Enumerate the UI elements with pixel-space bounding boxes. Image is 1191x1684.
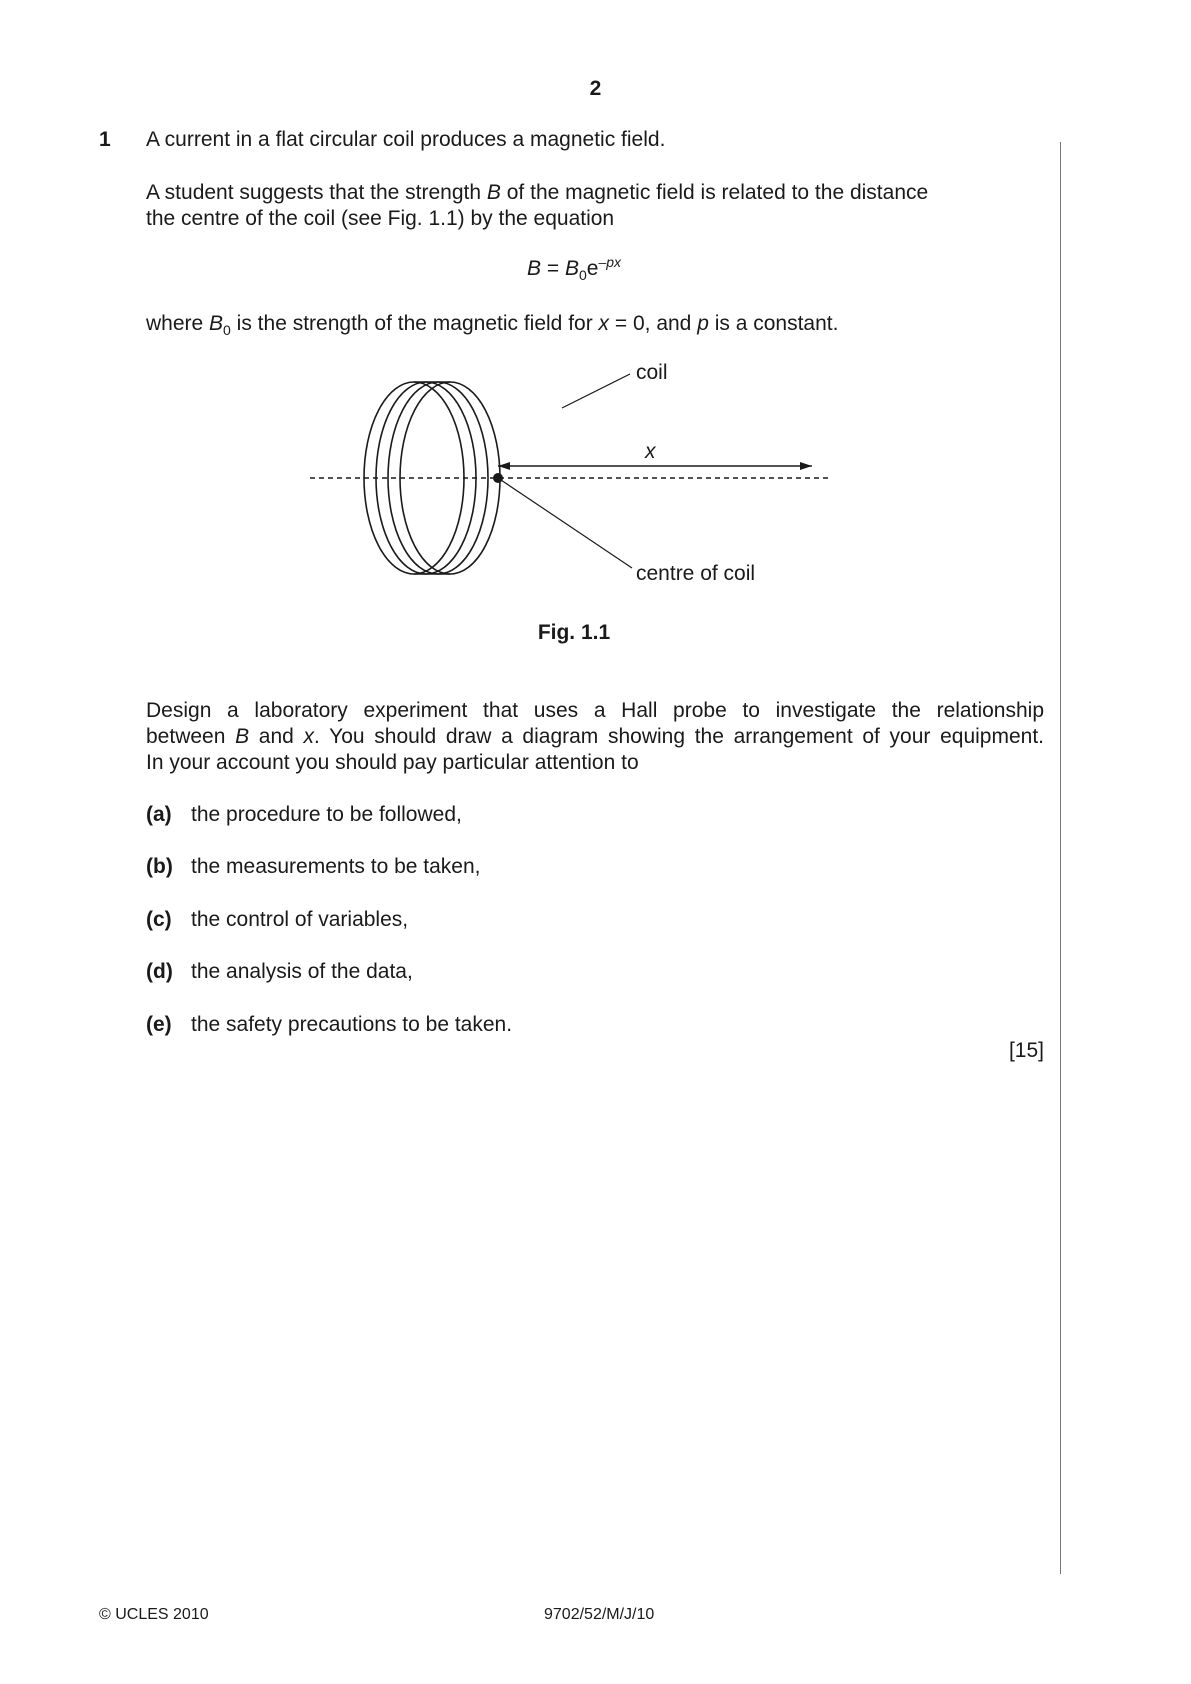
coil-leader-line	[562, 374, 630, 408]
design-line-1: Design a laboratory experiment that uses a Hall probe to investigate the relationship	[146, 699, 1044, 722]
design-paragraph	[146, 698, 1044, 776]
label-centre-of-coil: centre of coil	[636, 562, 756, 585]
suggestion-line-1: A student suggests that the strength B of the magnetic field is related to the distance	[146, 181, 929, 204]
list-item: (e) the safety precautions to be taken.	[146, 1013, 513, 1036]
figure-coil-diagram	[300, 358, 860, 588]
where-line: where $B_0$ is the strength of the magnetic field for x = 0, and p is a constant.	[146, 312, 839, 339]
footer-copyright: © UCLES 2010	[99, 1606, 209, 1623]
marks: [15]	[1008, 1039, 1044, 1062]
equation: $B = B_0e^{-px}$	[526, 254, 622, 284]
list-item: (c) the control of variables,	[146, 908, 409, 931]
list-item: (a) the procedure to be followed,	[146, 803, 462, 826]
design-line-2: between B and x. You should draw a diagram showing the arrangement of your equipment.	[146, 725, 1044, 748]
margin-line	[1060, 142, 1061, 1574]
centre-leader-line	[498, 478, 632, 568]
figure-caption: Fig. 1.1	[537, 621, 611, 644]
question-intro: A current in a flat circular coil produces a magnetic field.	[146, 128, 666, 151]
list-item: (d) the analysis of the data,	[146, 960, 413, 983]
x-arrow-head-right	[800, 462, 812, 470]
list-item: (b) the measurements to be taken,	[146, 855, 481, 878]
suggestion-line-2: the centre of the coil (see Fig. 1.1) by the equation	[146, 207, 615, 230]
footer-code: 9702/52/M/J/10	[544, 1606, 655, 1623]
label-coil: coil	[636, 361, 668, 384]
label-x: x	[645, 440, 656, 463]
design-line-3: In your account you should pay particular attention to	[146, 751, 639, 774]
question-number: 1	[99, 128, 111, 151]
page-number: 2	[589, 77, 602, 100]
